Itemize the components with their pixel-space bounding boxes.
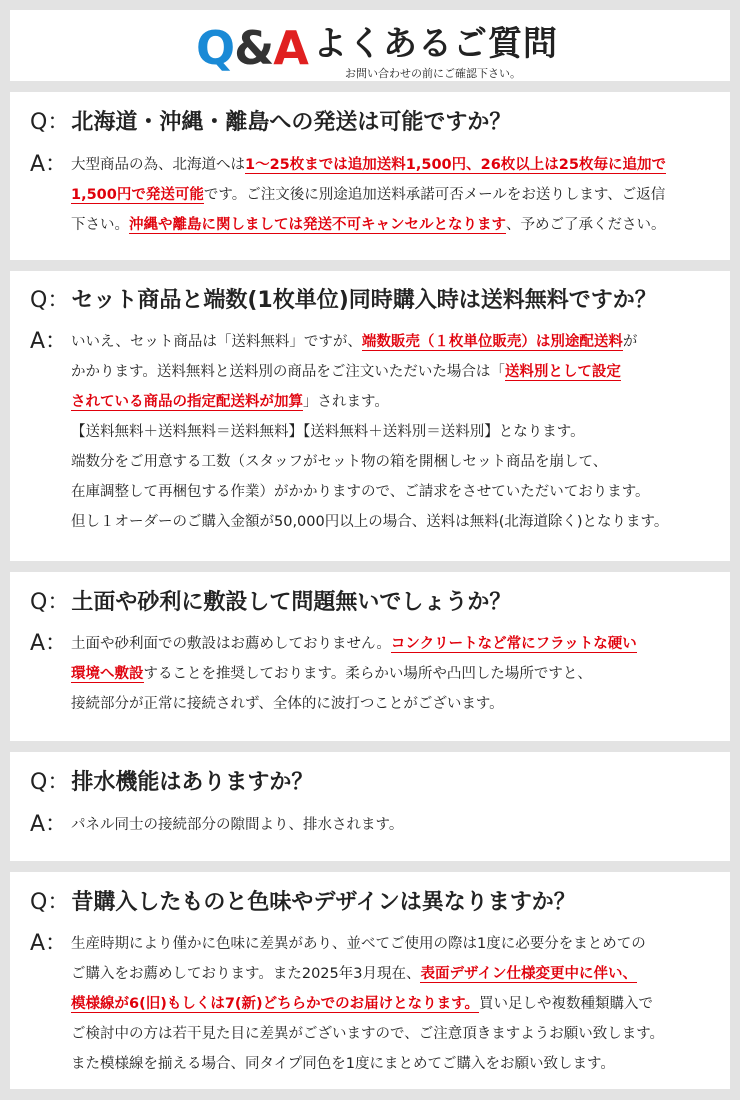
- faq-card-2: [10, 271, 730, 561]
- a-mark: A：: [30, 329, 68, 354]
- answer-segment: 、予めご了承ください。: [506, 217, 666, 233]
- answer-segment: また模様線を揃える場合、同タイプ同色を1度にまとめてご購入をお願い致します。: [71, 1056, 615, 1072]
- faq-question: [30, 286, 657, 316]
- highlight-text: 模様線が6(旧)もしくは7(新)どちらかでのお届けとなります。: [71, 996, 480, 1012]
- highlight-text: 1,500円で発送可能: [71, 187, 204, 203]
- highlight-text: 沖縄や離島に関しましては発送不可キャンセルとなります: [129, 217, 506, 233]
- highlight-text: されている商品の指定配送料が加算: [71, 394, 303, 410]
- qa-logo: [196, 20, 308, 76]
- answer-line: [71, 357, 723, 387]
- answer-line: [71, 659, 723, 689]
- question-text: 昔購入したものと色味やデザインは異なりますか？: [71, 890, 576, 915]
- answer-line: [71, 387, 723, 417]
- answer-segment: 下さい。: [71, 217, 129, 233]
- answer-segment: ご購入をお薦めしております。また2025年3月現在、: [71, 966, 421, 982]
- answer-segment: 但し１オーダーのご購入金額が50,000円以上の場合、送料は無料(北海道除く)となります。: [71, 514, 669, 530]
- answer-line: [71, 1049, 723, 1079]
- answer-line: [71, 507, 723, 537]
- answer-segment: いいえ、セット商品は「送料無料」ですが、: [71, 334, 362, 350]
- answer-text: [71, 929, 723, 1079]
- answer-line: [71, 989, 723, 1019]
- faq-card-3: [10, 572, 730, 741]
- q-mark: Q：: [30, 770, 70, 795]
- answer-line: [71, 447, 723, 477]
- answer-text: [71, 629, 723, 719]
- answer-segment: 端数分をご用意する工数（スタッフがセット物の箱を開梱しセット商品を崩して、: [71, 454, 608, 470]
- answer-line: [71, 1019, 723, 1049]
- highlight-text: コンクリートなど常にフラットな硬い: [390, 636, 637, 652]
- answer-line: [71, 959, 723, 989]
- answer-segment: 」されます。: [303, 394, 389, 410]
- question-text: 北海道・沖縄・離島への発送は可能ですか？: [71, 110, 512, 135]
- answer-segment: 買い足しや複数種類購入で: [479, 996, 654, 1012]
- question-text: セット商品と端数(1枚単位)同時購入時は送料無料ですか？: [71, 288, 657, 313]
- answer-segment: 土面や砂利面での敷設はお薦めしておりません。: [71, 636, 391, 652]
- a-mark: A：: [30, 812, 68, 837]
- answer-line: [71, 689, 723, 719]
- answer-line: [71, 629, 723, 659]
- highlight-text: 送料別として設定: [504, 364, 621, 380]
- a-mark: A：: [30, 931, 68, 956]
- answer-text: [71, 327, 723, 537]
- answer-line: [71, 477, 723, 507]
- answer-line: [71, 327, 723, 357]
- q-mark: Q：: [30, 110, 70, 135]
- highlight-text: 環境へ敷設: [71, 666, 144, 682]
- answer-segment: が: [622, 334, 638, 350]
- answer-line: [71, 210, 723, 240]
- answer-segment: 在庫調整して再梱包する作業）がかかりますので、ご請求をさせていただいております。: [71, 484, 650, 500]
- a-mark: A：: [30, 631, 68, 656]
- faq-card-5: [10, 872, 730, 1089]
- highlight-text: 1～25枚までは追加送料1,500円、26枚以上は25枚毎に追加で: [245, 157, 666, 173]
- faq-question: [30, 588, 511, 618]
- answer-segment: かかります。送料無料と送料別の商品をご注文いただいた場合は「: [71, 364, 505, 380]
- page-title: よくあるご質問: [313, 24, 558, 64]
- faq-question: [30, 888, 576, 918]
- page-subtitle: お問い合わせの前にご確認下さい。: [345, 67, 521, 80]
- answer-line: [71, 180, 723, 210]
- answer-line: [71, 810, 723, 840]
- highlight-text: 表面デザイン仕様変更中に伴い、: [420, 966, 637, 982]
- faq-question: [30, 768, 313, 798]
- answer-line: [71, 929, 723, 959]
- page-header: [10, 10, 730, 81]
- a-mark: A：: [30, 152, 68, 177]
- q-mark: Q：: [30, 590, 70, 615]
- faq-card-4: [10, 752, 730, 861]
- q-mark: Q：: [30, 288, 70, 313]
- faq-question: [30, 108, 511, 138]
- answer-line: [71, 417, 723, 447]
- answer-segment: 大型商品の為、北海道へは: [71, 157, 245, 173]
- answer-text: [71, 150, 723, 240]
- question-text: 排水機能はありますか？: [71, 770, 314, 795]
- answer-line: [71, 150, 723, 180]
- answer-segment: 生産時期により僅かに色味に差異があり、並べてご使用の際は1度に必要分をまとめての: [71, 936, 646, 952]
- answer-segment: 接続部分が正常に接続されず、全体的に波打つことがございます。: [71, 696, 504, 712]
- question-text: 土面や砂利に敷設して問題無いでしょうか？: [71, 590, 512, 615]
- faq-card-1: [10, 92, 730, 260]
- answer-segment: ご検討中の方は若干見た目に差異がございますので、ご注意頂きますようお願い致します。: [71, 1026, 665, 1042]
- highlight-text: 端数販売（１枚単位販売）は別途配送料: [361, 334, 623, 350]
- answer-segment: です。ご注文後に別途追加送料承諾可否メールをお送りします、ご返信: [203, 187, 666, 203]
- q-mark: Q：: [30, 890, 70, 915]
- logo-a: A: [273, 21, 308, 75]
- logo-q: Q: [196, 21, 235, 75]
- answer-segment: パネル同士の接続部分の隙間より、排水されます。: [71, 817, 404, 833]
- answer-text: [71, 810, 723, 840]
- answer-segment: 【送料無料＋送料無料＝送料無料】【送料無料＋送料別＝送料別】となります。: [71, 424, 585, 440]
- logo-ampersand: &: [234, 21, 274, 75]
- answer-segment: することを推奨しております。柔らかい場所や凸凹した場所ですと、: [143, 666, 592, 682]
